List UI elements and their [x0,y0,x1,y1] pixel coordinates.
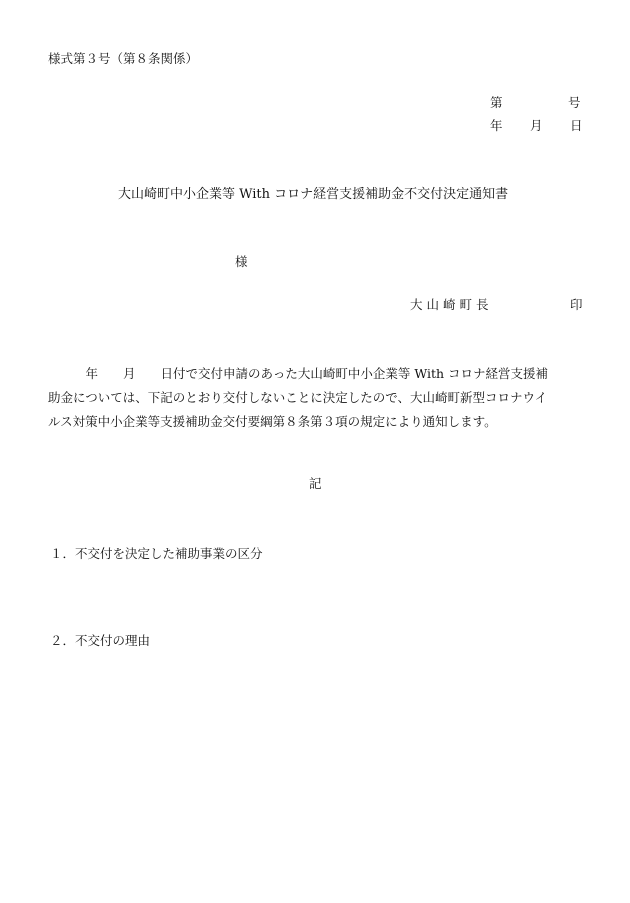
body-paragraph [48,362,586,434]
date-day-label: 日 [570,118,583,133]
document-number-prefix: 第 [490,95,503,110]
ki-heading: 記 [309,476,322,491]
date-month-label: 月 [530,118,543,133]
recipient-suffix: 様 [235,254,248,269]
body-line: 年 月 日付で交付申請のあった大山崎町中小企業等 With コロナ経営支援補 [48,366,549,381]
list-item: ２．不交付の理由 [50,633,151,648]
date-year-label: 年 [490,118,503,133]
body-line: ルス対策中小企業等支援補助金交付要綱第８条第３項の規定により通知します。 [48,414,497,429]
issuer-name: 大山崎町長 [410,297,493,312]
document-title: 大山崎町中小企業等 With コロナ経営支援補助金不交付決定通知書 [118,187,509,202]
seal-mark: 印 [570,297,583,312]
body-line: 助金については、下記のとおり交付しないことに決定したので、大山崎町新型コロナウイ [48,390,548,405]
list-item: １．不交付を決定した補助事業の区分 [50,546,263,561]
form-number: 様式第３号（第８条関係） [48,51,199,66]
document-number-suffix: 号 [568,95,581,110]
